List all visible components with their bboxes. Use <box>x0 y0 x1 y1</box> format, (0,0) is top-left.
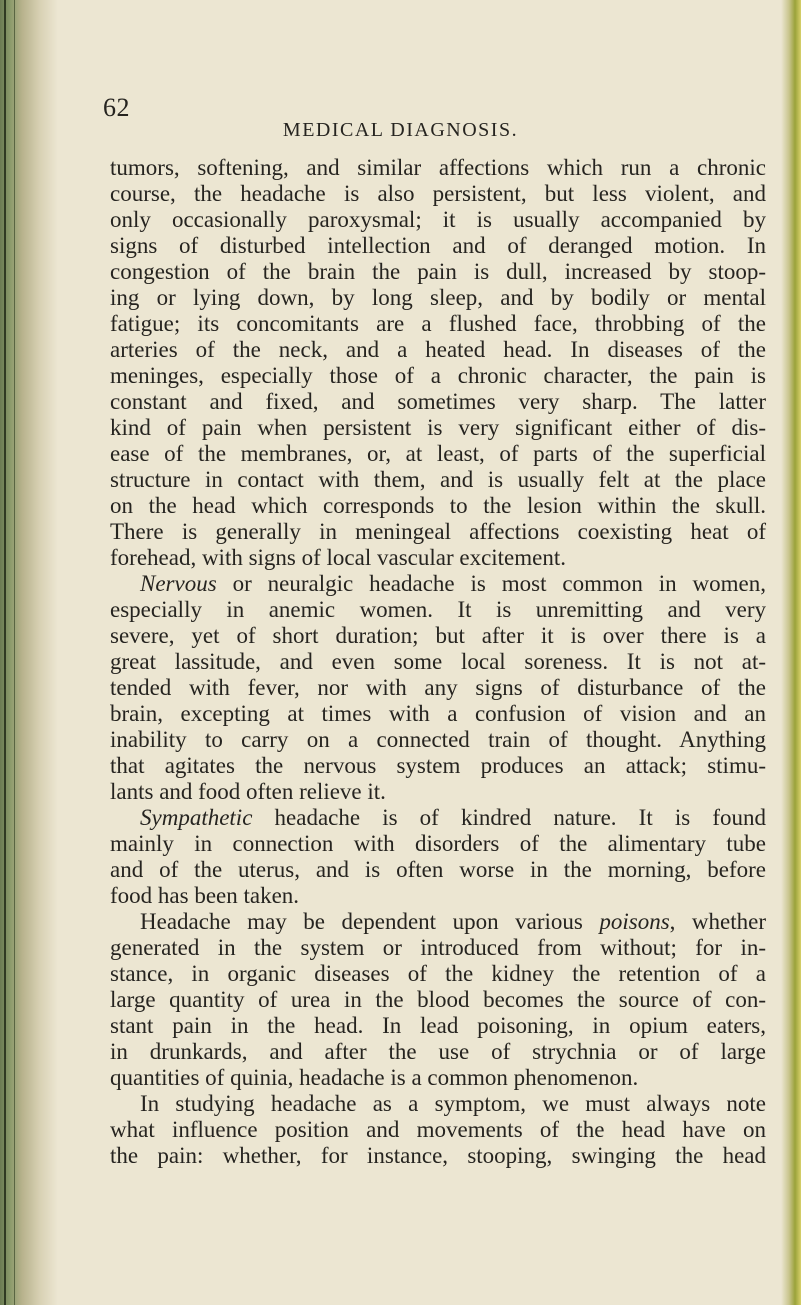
text-line: There is generally in meningeal affections coexisting heat of <box>110 519 766 544</box>
text-line: on the head which corresponds to the lesion within the skull. <box>110 493 766 518</box>
emphasis: Nervous <box>140 571 217 596</box>
text-line: congestion of the brain the pain is dull, increased by stoop- <box>110 259 766 284</box>
text-line: that agitates the nervous system produces an attack; stimu- <box>110 753 766 778</box>
text-line: In studying headache as a symptom, we must always note <box>140 1091 766 1116</box>
text-line: only occasionally paroxysmal; it is usually accompanied by <box>110 207 766 232</box>
text-line: food has been taken. <box>110 883 300 908</box>
page-number: 62 <box>103 93 130 122</box>
page-edge <box>781 0 801 1305</box>
text-line: what influence position and movements of the head have on <box>110 1117 766 1142</box>
text-line: ing or lying down, by long sleep, and by bodily or mental <box>110 285 766 310</box>
binding-gutter <box>0 0 58 1305</box>
text-line: and of the uterus, and is often worse in the morning, before <box>110 857 766 882</box>
text-line: quantities of quinia, headache is a common phenomenon. <box>110 1065 639 1090</box>
text-line: signs of disturbed intellection and of deranged motion. In <box>110 233 766 258</box>
text-line: stant pain in the head. In lead poisoning, in opium eaters, <box>110 1013 766 1038</box>
text-line: severe, yet of short duration; but after it is over there is a <box>110 623 766 648</box>
text-line: structure in contact with them, and is usually felt at the place <box>110 467 766 492</box>
text-line: constant and fixed, and sometimes very sharp. The latter <box>110 389 766 414</box>
text-line: great lassitude, and even some local soreness. It is not at- <box>110 649 766 674</box>
text-line: stance, in organic diseases of the kidney the retention of a <box>110 961 766 986</box>
text-line: inability to carry on a connected train of thought. Anything <box>110 727 766 752</box>
text-line: Sympathetic headache is of kindred nature. It is found <box>140 805 766 830</box>
text-line: especially in anemic women. It is unremitting and very <box>110 597 766 622</box>
text-line: arteries of the neck, and a heated head. In diseases of the <box>110 337 766 362</box>
text-line: forehead, with signs of local vascular excitement. <box>110 545 567 570</box>
emphasis: poisons <box>599 909 670 934</box>
text-line: ease of the membranes, or, at least, of parts of the superficial <box>110 441 766 466</box>
running-head: MEDICAL DIAGNOSIS. <box>282 119 519 141</box>
text-line: tumors, softening, and similar affections which run a chronic <box>110 155 766 180</box>
text-line: generated in the system or introduced from without; for in- <box>110 935 766 960</box>
text-line: mainly in connection with disorders of the alimentary tube <box>110 831 766 856</box>
text-line: Headache may be dependent upon various poisons, whether <box>140 909 767 934</box>
text-line: in drunkards, and after the use of strychnia or of large <box>110 1039 766 1064</box>
text-line: large quantity of urea in the blood becomes the source of con- <box>110 987 766 1012</box>
text-line: lants and food often relieve it. <box>110 779 386 804</box>
text-line: brain, excepting at times with a confusion of vision and an <box>110 701 766 726</box>
emphasis: Sympathetic <box>140 805 253 830</box>
text-line: course, the headache is also persistent, but less violent, and <box>110 181 766 206</box>
text-line: kind of pain when persistent is very significant either of dis- <box>110 415 766 440</box>
text-line: tended with fever, nor with any signs of disturbance of the <box>110 675 766 700</box>
text-line: meninges, especially those of a chronic character, the pain is <box>110 363 766 388</box>
text-line: Nervous or neuralgic headache is most common in women, <box>140 571 766 596</box>
text-line: the pain: whether, for instance, stooping, swinging the head <box>110 1143 766 1168</box>
text-line: fatigue; its concomitants are a flushed face, throbbing of the <box>110 311 766 336</box>
